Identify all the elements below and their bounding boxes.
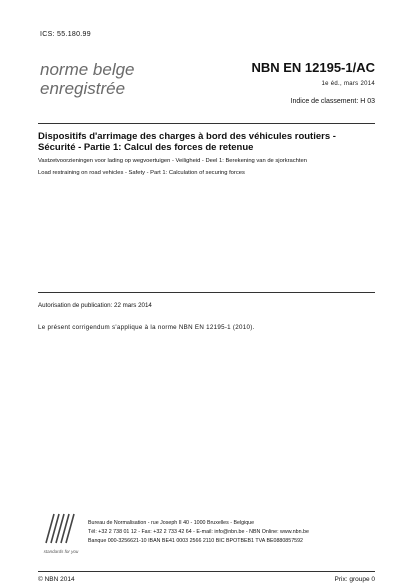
- nbn-logo: [40, 510, 82, 554]
- address-line-2: Tél: +32 2 738 01 12 - Fax: +32 2 733 42 64 - E-mail: info@nbn.be - NBN Online: www.nbn.be: [88, 529, 309, 535]
- title-french: Dispositifs d'arrimage des charges à bord des véhicules routiers - Sécurité - Partie 1: Calcul des forces de retenue: [38, 131, 336, 153]
- nbn-logo-icon: [40, 510, 82, 544]
- divider-top: [38, 123, 375, 124]
- title-dutch: Vastzetvoorzieningen voor lading op wegvoertuigen - Veiligheid - Deel 1: Berekening van de sjorkrachten: [38, 158, 307, 164]
- logo-tagline: standards for you: [43, 549, 79, 554]
- corrigendum-note: Le présent corrigendum s'applique à la norme NBN EN 12195-1 (2010).: [38, 324, 255, 331]
- divider-bottom: [38, 571, 375, 572]
- divider-middle: [38, 292, 375, 293]
- standard-number: NBN EN 12195-1/AC: [251, 60, 375, 75]
- copyright: © NBN 2014: [38, 576, 75, 583]
- classification-index: Indice de classement: H 03: [290, 98, 375, 105]
- brand-line-1: norme belge: [40, 60, 135, 79]
- address-line-3: Banque 000-3256621-10 IBAN BE41 0003 2566 2110 BIC BPOTBEB1 TVA BE0880857592: [88, 538, 303, 544]
- price-group: Prix: groupe 0: [334, 576, 375, 583]
- address-line-1: Bureau de Normalisation - rue Joseph II 40 - 1000 Bruxelles - Belgique: [88, 520, 255, 526]
- brand-line-2: enregistrée: [40, 79, 126, 98]
- brand-title: [40, 60, 135, 98]
- edition-date: 1e éd., mars 2014: [321, 81, 375, 87]
- publication-authorization: Autorisation de publication: 22 mars 2014: [38, 302, 152, 309]
- title-english: Load restraining on road vehicles - Safety - Part 1: Calculation of securing forces: [38, 170, 245, 176]
- ics-code: ICS: 55.180.99: [40, 31, 91, 38]
